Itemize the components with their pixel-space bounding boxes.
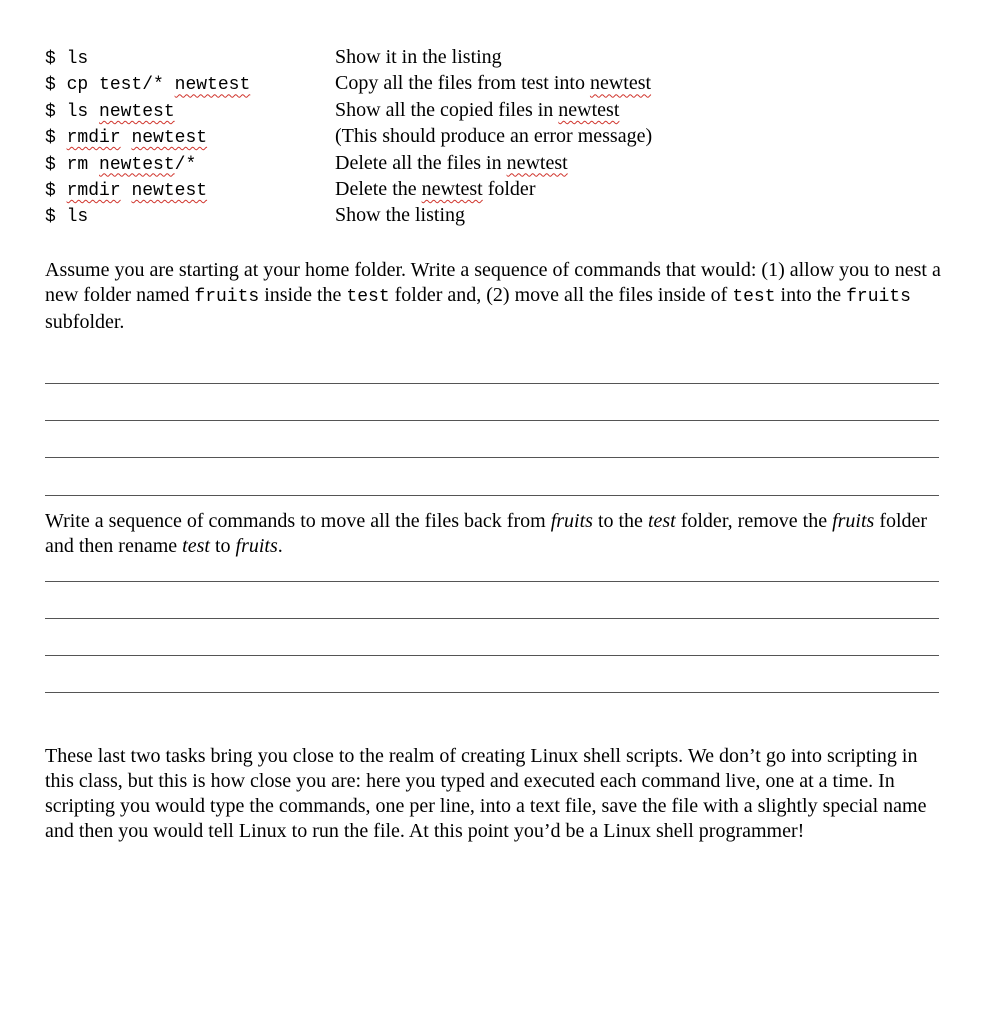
command-row [45, 44, 950, 70]
command-row [45, 70, 950, 96]
spellcheck-word: newtest [131, 180, 208, 201]
command-row [45, 202, 950, 228]
command-row [45, 97, 950, 123]
question-1: Assume you are starting at your home folder. Write a sequence of commands that would: (1) allow you to nest a new folder named fruits inside the test folder and, (2) move all the files inside of test into the fruits subfolder. [45, 259, 941, 333]
command-description [335, 202, 465, 228]
italic-term: test [182, 535, 210, 557]
spellcheck-word: newtest [421, 177, 483, 200]
italic-term: test [647, 510, 676, 532]
command-text [45, 204, 335, 230]
spellcheck-word: newtest [99, 154, 175, 175]
command-description [335, 150, 568, 176]
shell-prompt: $ [45, 180, 67, 201]
command-fragment: rm [66, 154, 100, 175]
question-2: Write a sequence of commands to move all the files back from fruits to the test folder, remove the fruits folder and then rename test to fruits. [45, 510, 928, 557]
description-fragment: Show the listing [335, 204, 466, 227]
command-fragment: cp test/* [66, 75, 175, 96]
command-text [45, 99, 335, 125]
answer-line[interactable] [45, 457, 939, 458]
description-fragment: Delete all the files in [335, 151, 507, 174]
command-row [45, 123, 950, 149]
answer-line[interactable] [45, 383, 939, 384]
answer-line[interactable] [45, 655, 939, 656]
spellcheck-word: newtest [99, 101, 175, 122]
inline-code: fruits [194, 287, 260, 307]
spellcheck-word: newtest [506, 151, 568, 174]
answer-line[interactable] [45, 618, 939, 619]
spellcheck-word: rmdir [66, 180, 121, 201]
worksheet-page [45, 44, 950, 842]
command-table [45, 44, 950, 229]
description-fragment: Copy all the files from test into [335, 72, 590, 95]
description-fragment: Show all the copied files in [335, 98, 559, 121]
command-description [335, 44, 502, 70]
command-description [335, 176, 535, 202]
inline-code: test [346, 287, 390, 307]
command-fragment [121, 181, 132, 201]
command-text [45, 178, 335, 204]
italic-term: fruits [235, 535, 278, 557]
command-fragment: /* [174, 154, 197, 175]
shell-prompt: $ [45, 75, 67, 96]
shell-prompt: $ [45, 49, 67, 69]
command-description [335, 97, 619, 123]
description-fragment: Show it in the listing [335, 46, 502, 68]
inline-code: fruits [846, 287, 911, 307]
shell-prompt: $ [45, 128, 67, 149]
description-fragment: folder [482, 177, 536, 200]
spellcheck-word: newtest [131, 128, 208, 149]
closing-paragraph: These last two tasks bring you close to the realm of creating Linux shell scripts. We don’t go into scripting in this class, but this is how close you are: here you typed and executed each command live, one at a time. In scripting you would type the commands, one per line, into a text file, save the file with a slightly special name and then you would tell Linux to run the file. At this point you’d be a Linux shell programmer! [45, 745, 927, 842]
answer-line[interactable] [45, 581, 939, 582]
inline-code: test [732, 287, 776, 307]
answer-line[interactable] [45, 692, 939, 693]
command-fragment: ls [66, 101, 100, 122]
command-text [45, 72, 335, 98]
description-fragment: Delete the [335, 177, 422, 200]
answer-line[interactable] [45, 495, 939, 496]
italic-term: fruits [550, 510, 593, 532]
command-row [45, 176, 950, 202]
italic-term: fruits [832, 510, 875, 532]
command-text [45, 125, 335, 151]
answer-line[interactable] [45, 420, 939, 421]
command-fragment: ls [66, 49, 89, 69]
shell-prompt: $ [45, 207, 67, 228]
description-fragment: (This should produce an error message) [335, 125, 653, 148]
spellcheck-word: newtest [558, 98, 620, 121]
command-text [45, 46, 335, 72]
spellcheck-word: newtest [589, 72, 652, 95]
command-description [335, 123, 652, 149]
command-fragment [121, 128, 132, 148]
shell-prompt: $ [45, 154, 67, 175]
command-row [45, 150, 950, 176]
spellcheck-word: rmdir [66, 128, 121, 149]
spellcheck-word: newtest [174, 75, 251, 96]
shell-prompt: $ [45, 101, 67, 122]
command-fragment: ls [66, 207, 89, 228]
command-text [45, 152, 335, 178]
command-description [335, 70, 651, 96]
